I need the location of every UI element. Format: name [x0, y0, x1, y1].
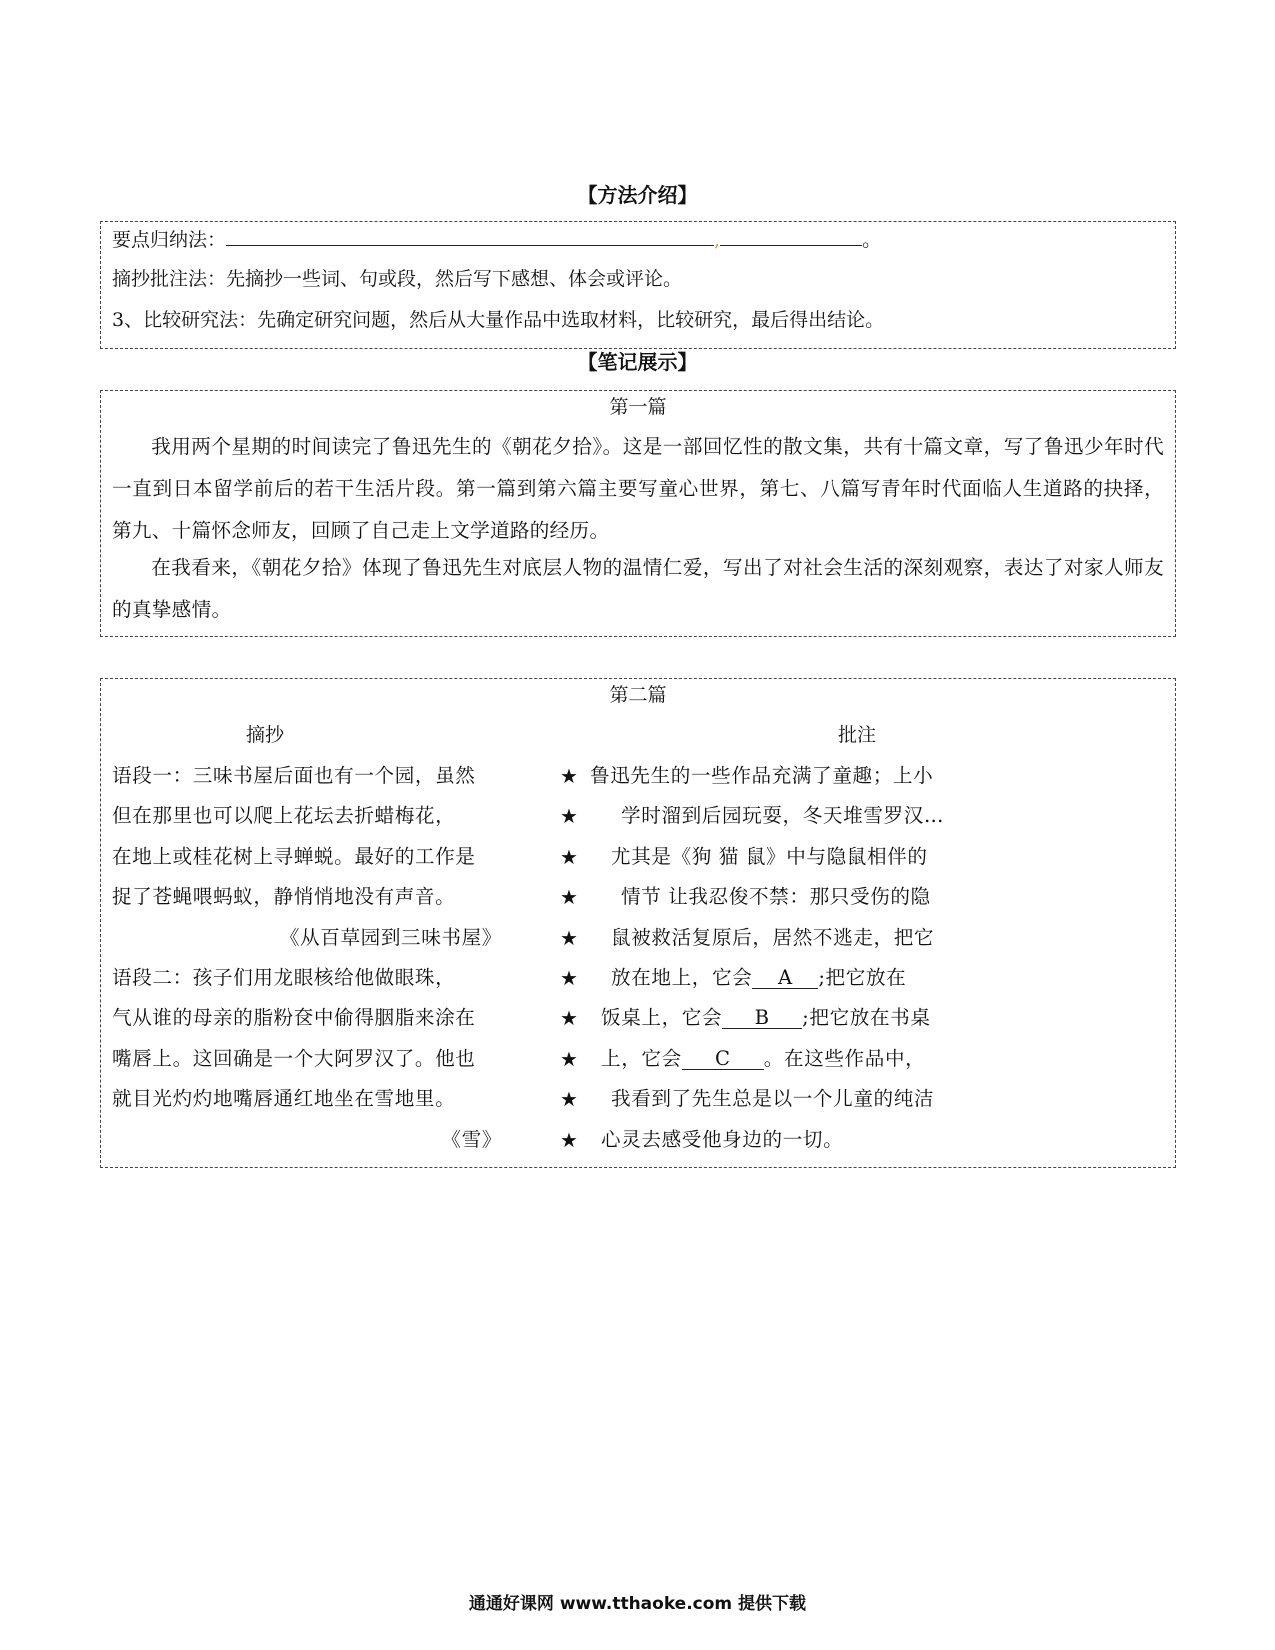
star-icon: ★	[560, 1087, 578, 1111]
method-item-excerpt: 摘抄批注法：先摘抄一些词、句或段，然后写下感想、体会或评论。	[112, 268, 683, 290]
piece1-paragraph-1: 我用两个星期的时间读完了鲁迅先生的《朝花夕拾》。这是一部回忆性的散文集，共有十篇文章，写了鲁迅少年时代一直到日本留学前后的若干生活片段。第一篇到第六篇主要写童心世界，第七、八篇写青年时代面临人生道路的抉择，第九、十篇怀念师友，回顾了自己走上文学道路的经历。	[112, 435, 1164, 542]
piece1-paragraph-2: 在我看来，《朝花夕拾》体现了鲁迅先生对底层人物的温情仁爱，写出了对社会生活的深刻观察，表达了对家人师友的真挚感情。	[112, 556, 1164, 621]
notes-heading: 【笔记展示】	[577, 350, 698, 374]
excerpt-source: 《从百草园到三味书屋》	[279, 926, 502, 949]
star-icon: ★	[560, 926, 578, 950]
summary-blank-1	[226, 227, 714, 246]
star-icon: ★	[560, 764, 578, 788]
star-icon: ★	[560, 885, 578, 909]
annotation-line: 鼠被救活复原后，居然不逃走，把它	[611, 926, 935, 949]
annotation-line: 我看到了先生总是以一个儿童的纯洁	[611, 1087, 935, 1110]
excerpt-column-header: 摘抄	[246, 724, 285, 746]
excerpt-line: 捉了苍蝇喂蚂蚁，静悄悄地没有声音。	[112, 885, 456, 908]
star-icon: ★	[560, 966, 578, 990]
excerpt-line: 气从谁的母亲的脂粉奁中偷得胭脂来涂在	[112, 1006, 476, 1029]
method-item-summary-end: 。	[862, 229, 882, 251]
method-item-summary-label: 要点归纳法：	[112, 229, 227, 251]
method-item-summary: 要点归纳法： , 。	[112, 229, 882, 251]
annotation-blank-b-line: 饭桌上，它会 B ;把它放在书桌	[601, 1006, 931, 1029]
annotation-line: 情节 让我忍俊不禁：那只受伤的隐	[621, 885, 931, 908]
star-icon: ★	[560, 1047, 578, 1071]
piece1-title: 第一篇	[609, 396, 667, 418]
excerpt-line: 语段一：三味书屋后面也有一个园，虽然	[112, 764, 476, 787]
footer-credit: 通通好课网 www.tthaoke.com 提供下载	[468, 1594, 807, 1614]
method-heading: 【方法介绍】	[577, 183, 698, 207]
annotation-blank-a-line: 放在地上，它会 A ;把它放在	[611, 966, 907, 989]
blank-c[interactable]: C	[682, 1049, 764, 1070]
excerpt-line: 在地上或桂花树上寻蝉蜕。最好的工作是	[112, 845, 476, 868]
annotation-line: 鲁迅先生的一些作品充满了童趣；上小	[590, 764, 934, 787]
annotation-line: 尤其是《狗 猫 鼠》中与隐鼠相伴的	[611, 845, 928, 868]
annotation-blank-c-line: 上，它会 C 。在这些作品中，	[601, 1047, 926, 1070]
star-icon: ★	[560, 1006, 578, 1030]
star-icon: ★	[560, 804, 578, 828]
excerpt-line: 嘴唇上。这回确是一个大阿罗汉了。他也	[112, 1047, 476, 1070]
star-icon: ★	[560, 845, 578, 869]
method-item-compare: 3、比较研究法：先确定研究问题，然后从大量作品中选取材料，比较研究，最后得出结论。	[112, 309, 885, 331]
excerpt-source: 《雪》	[441, 1128, 502, 1151]
annotation-line: 心灵去感受他身边的一切。	[601, 1128, 844, 1151]
excerpt-line: 语段二：孩子们用龙眼核给他做眼珠，	[112, 966, 456, 989]
summary-blank-2	[720, 227, 862, 246]
excerpt-line: 但在那里也可以爬上花坛去折蜡梅花，	[112, 804, 456, 827]
blank-a[interactable]: A	[752, 968, 818, 989]
star-icon: ★	[560, 1128, 578, 1152]
annotation-column-header: 批注	[838, 724, 877, 746]
excerpt-line: 就目光灼灼地嘴唇通红地坐在雪地里。	[112, 1087, 456, 1110]
piece2-title: 第二篇	[609, 684, 667, 706]
blank-b[interactable]: B	[722, 1008, 802, 1029]
annotation-line: 学时溜到后园玩耍，冬天堆雪罗汉…	[621, 804, 945, 827]
